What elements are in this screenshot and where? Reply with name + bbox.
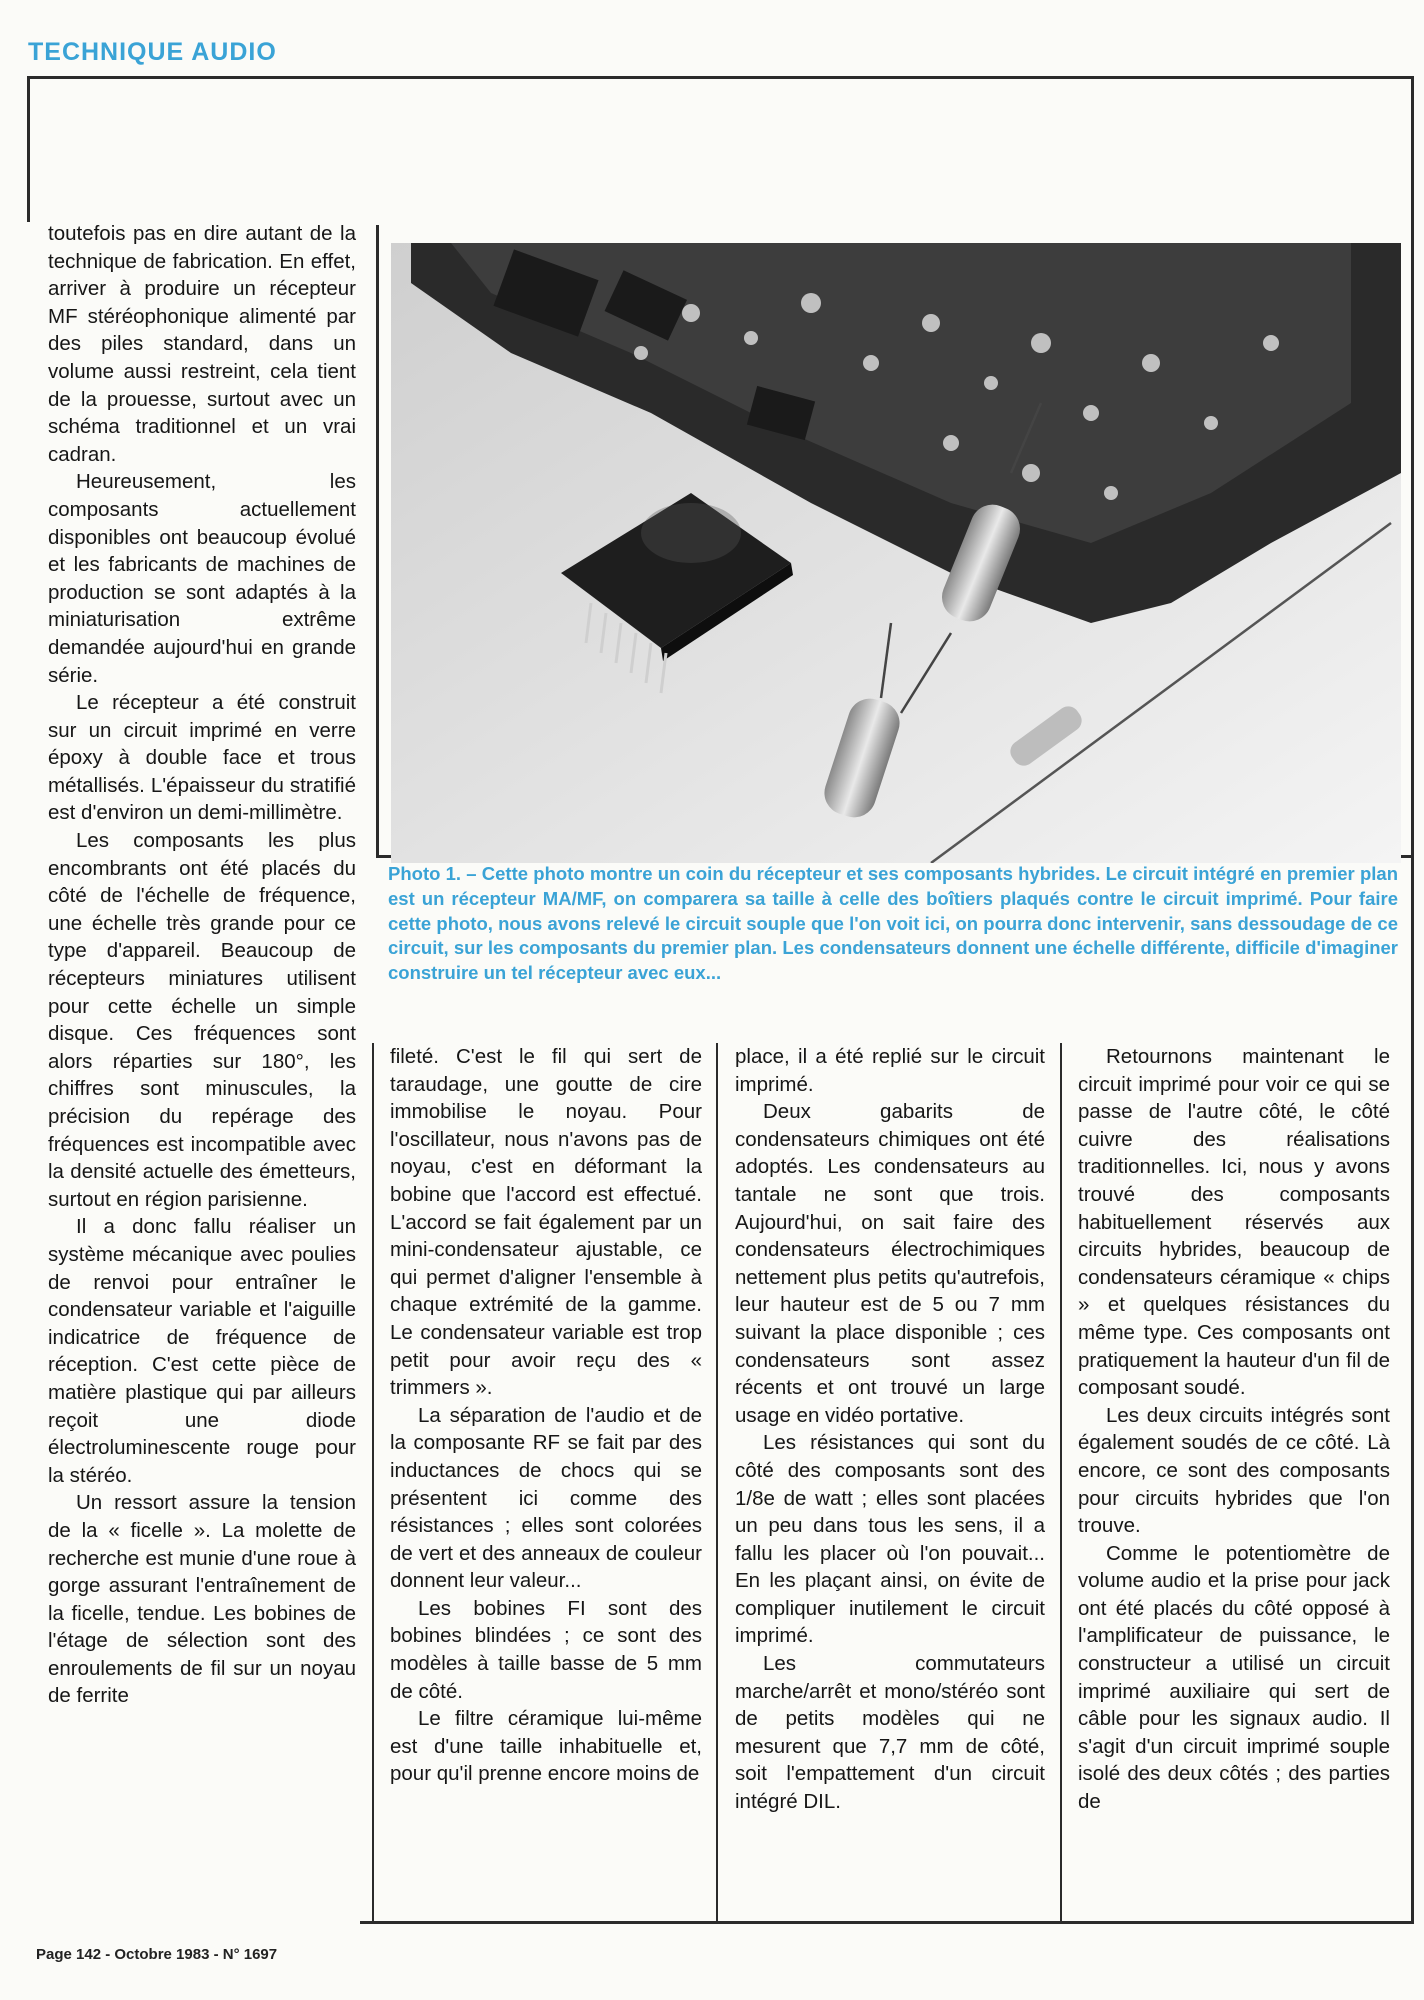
paragraph: Le récepteur a été construit sur un circuit imprimé en verre époxy à double face et trous métallisés. L'épaisseur du stratifié est d'environ un demi-millimètre. [48, 691, 356, 825]
paragraph: Deux gabarits de condensateurs chimiques ont été adoptés. Les condensateurs au tantale ne sont que trois. Aujourd'hui, on sait faire des condensateurs électrochimiques nettement plus petits qu'autrefois, leur hauteur est de 5 ou 7 mm suivant la place disponible ; ces condensateurs sont assez récents et ont trouvé un large usage en vidéo portative. [735, 1100, 1045, 1427]
page-footer: Page 142 - Octobre 1983 - N° 1697 [36, 1946, 278, 1963]
article-column-1 [48, 220, 356, 1710]
frame-bottom-rule [360, 1921, 1414, 1924]
paragraph: Les commutateurs marche/arrêt et mono/stéréo sont de petits modèles qui ne mesurent que 7,7 mm de côté, soit l'empattement d'un circuit intégré DIL. [735, 1652, 1045, 1814]
paragraph: Retournons maintenant le circuit imprimé pour voir ce qui se passe de l'autre côté, le côté cuivre des réalisations traditionnelles. Ici, nous y avons trouvé des composants habituellement réservés aux circuits hybrides, beaucoup de condensateurs céramique « chips » et quelques résistances du même type. Ces composants ont pratiquement la hauteur d'un fil de composant soudé. [1078, 1045, 1390, 1400]
paragraph: fileté. C'est le fil qui sert de taraudage, une goutte de cire immobilise le noyau. Pour l'oscillateur, nous n'avons pas de noyau, c'est en déformant la bobine que l'accord est effectué. L'accord se fait également par un mini-condensateur ajustable, ce qui permet d'aligner l'ensemble à chaque extrémité de la gamme. Le condensateur variable est trop petit pour avoir reçu des « trimmers ». [390, 1045, 702, 1400]
photo-caption: Photo 1. – Cette photo montre un coin du récepteur et ses composants hybrides. Le circuit intégré en premier plan est un récepteur MA/MF, on comparera sa taille à celle des boîtiers plaqués contre le circuit imprimé. Pour faire cette photo, nous avons relevé le circuit souple que l'on voit ici, on pourra donc intervenir, sans dessoudage de ce circuit, sur les composants du premier plan. Les condensateurs donnent une échelle différente, difficile d'imaginer construire un tel récepteur avec eux... [388, 863, 1398, 984]
paragraph: Comme le potentiomètre de volume audio et la prise pour jack ont été placés du côté opposé à l'amplificateur de puissance, le constructeur a utilisé un circuit imprimé auxiliaire qui sert de câble pour les signaux audio. Il s'agit d'un circuit imprimé souple isolé des deux côtés ; des parties de [1078, 1541, 1390, 1814]
column-separator [372, 1043, 374, 1923]
paragraph: toutefois pas en dire autant de la technique de fabrication. En effet, arriver à produire un récepteur MF stéréophonique alimenté par des piles standard, dans un volume aussi restreint, cela tient de la prouesse, surtout avec un schéma traditionnel et un vrai cadran. [48, 222, 356, 466]
paragraph: Il a donc fallu réaliser un système mécanique avec poulies de renvoi pour entraîner le condensateur variable et l'aiguille indicatrice de fréquence de réception. C'est cette pièce de matière plastique qui par ailleurs reçoit une diode électroluminescente rouge pour la stéréo. [48, 1215, 356, 1487]
frame-left-rule [27, 76, 30, 222]
article-column-3 [735, 1043, 1045, 1816]
photo-receiver-components [391, 243, 1401, 863]
paragraph: Un ressort assure la tension de la « ficelle ». La molette de recherche est munie d'une roue à gorge assurant l'entraînement de la ficelle, tendue. Les bobines de l'étage de sélection sont des enroulements de fil sur un noyau de ferrite [48, 1491, 356, 1708]
paragraph: Les deux circuits intégrés sont également soudés de ce côté. Là encore, ce sont des composants pour circuits hybrides que l'on trouve. [1078, 1403, 1390, 1538]
column-separator [1060, 1043, 1062, 1923]
paragraph: place, il a été replié sur le circuit imprimé. [735, 1045, 1045, 1096]
section-header: TECHNIQUE AUDIO [28, 38, 277, 66]
paragraph: Les résistances qui sont du côté des composants sont des 1/8e de watt ; elles sont placées un peu dans tous les sens, il a fallu les placer où l'on pouvait... En les plaçant ainsi, on évite de compliquer inutilement le circuit imprimé. [735, 1431, 1045, 1648]
paragraph: Les composants les plus encombrants ont été placés du côté de l'échelle de fréquence, une échelle très grande pour ce type d'appareil. Beaucoup de récepteurs miniatures utilisent pour cette échelle un simple disque. Ces fréquences sont alors réparties sur 180°, les chiffres sont minuscules, la précision du repérage des fréquences est incompatible avec la densité actuelle des émetteurs, surtout en région parisienne. [48, 829, 356, 1211]
article-column-2 [390, 1043, 702, 1788]
column-separator [716, 1043, 718, 1923]
frame-top-rule [27, 76, 1414, 79]
paragraph: Le filtre céramique lui-même est d'une taille inhabituelle et, pour qu'il prenne encore moins de [390, 1707, 702, 1786]
photo-frame [376, 225, 1414, 858]
article-column-4 [1078, 1043, 1390, 1816]
paragraph: Heureusement, les composants actuellement disponibles ont beaucoup évolué et les fabricants de machines de production se sont adaptés à la miniaturisation extrême demandée aujourd'hui en grande série. [48, 470, 356, 687]
paragraph: Les bobines FI sont des bobines blindées ; ce sont des modèles à taille basse de 5 mm de côté. [390, 1596, 702, 1703]
paragraph: La séparation de l'audio et de la composante RF se fait par des inductances de chocs qui se présentent ici comme des résistances ; elles sont colorées de vert et des anneaux de couleur donnent leur valeur... [390, 1403, 702, 1593]
